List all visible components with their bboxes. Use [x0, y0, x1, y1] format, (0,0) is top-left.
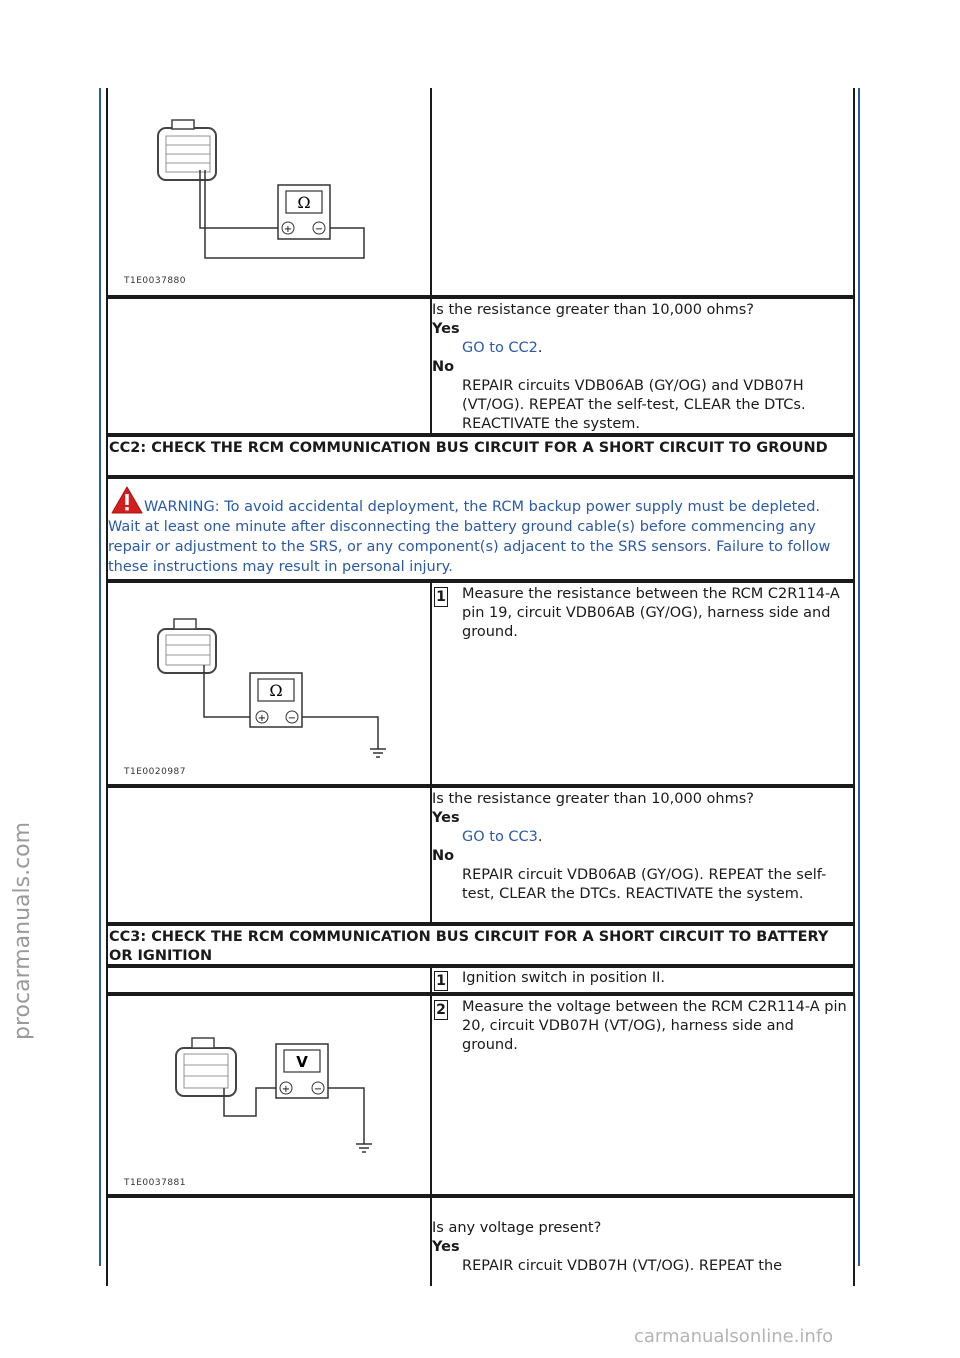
cc3-step-1-text: Ignition switch in position II.	[462, 970, 666, 986]
cc3-heading-row	[106, 924, 855, 966]
cc3-step-2-text: Measure the voltage between the RCM C2R114-A pin 20, circuit VDB07H (VT/OG), harness side and ground.	[462, 999, 847, 1053]
svg-text:−: −	[313, 1084, 323, 1095]
q1-yes-label: Yes	[432, 321, 460, 337]
question-blank-cell-2	[108, 788, 432, 922]
warning-icon	[110, 485, 144, 515]
go-to-cc3-link[interactable]: GO to CC3	[462, 829, 538, 845]
cc3-step-2-cell	[432, 996, 853, 1194]
cc2-step-row	[106, 581, 855, 786]
ohmmeter-ground-diagram	[108, 583, 428, 784]
cc3-figure-caption: T1E0037881	[124, 1178, 186, 1188]
meter-symbol-2: Ω	[269, 681, 283, 700]
bottom-watermark: carmanualsonline.info	[634, 1326, 834, 1347]
q3-yes-label: Yes	[432, 1239, 460, 1255]
side-watermark: procarmanuals.com	[10, 821, 35, 1040]
meter-symbol-1: Ω	[297, 193, 311, 212]
cc2-warning-text: WARNING: To avoid accidental deployment, the RCM backup power supply must be depleted. Wait at least one minute after disconnecting the battery ground cable(s) before commencing any repair or adjustment to the SRS, or any component(s) adjacent to the SRS sensors. Failure to follow these instructions may result in personal injury.	[108, 499, 831, 575]
figure-row-1	[106, 88, 855, 297]
question-blank-cell-3	[108, 1198, 432, 1286]
cc3-step-2	[432, 998, 853, 1055]
svg-text:+: +	[281, 1084, 291, 1095]
q2-yes-label: Yes	[432, 810, 460, 826]
cc3-step-1-row	[106, 966, 855, 994]
cc2-step-1-number: 1	[434, 587, 448, 607]
question-row-3	[106, 1196, 855, 1286]
question-cell-2	[432, 788, 853, 922]
cc3-figure-cell	[108, 996, 432, 1194]
svg-text:+: +	[257, 713, 267, 724]
q2-yes-answer	[432, 828, 853, 847]
q2-no-text: REPAIR circuit VDB06AB (GY/OG). REPEAT the self-test, CLEAR the DTCs. REACTIVATE the system.	[462, 867, 827, 902]
q2-no-label: No	[432, 848, 455, 864]
go-to-cc2-link[interactable]: GO to CC2	[462, 340, 538, 356]
svg-text:−: −	[314, 224, 324, 235]
cc2-warning-row	[106, 477, 855, 581]
right-border-line	[858, 88, 860, 1266]
cc2-title: CC2: CHECK THE RCM COMMUNICATION BUS CIRCUIT FOR A SHORT CIRCUIT TO GROUND	[109, 440, 828, 456]
left-border-line	[99, 88, 101, 1266]
svg-text:+: +	[283, 224, 293, 235]
cc2-figure-caption: T1E0020987	[124, 767, 186, 777]
q3-yes-text: REPAIR circuit VDB07H (VT/OG). REPEAT the	[462, 1258, 783, 1274]
cc2-heading-row	[106, 435, 855, 477]
svg-text:−: −	[287, 713, 297, 724]
figure-cell-1	[108, 88, 432, 295]
q2-yes-suffix: .	[537, 829, 543, 845]
meter-symbol-3: V	[296, 1053, 308, 1071]
cc3-step-2-row	[106, 994, 855, 1196]
question-blank-cell-1	[108, 299, 432, 433]
ohmmeter-diagram-1	[108, 88, 428, 295]
cc3-title: CC3: CHECK THE RCM COMMUNICATION BUS CIRCUIT FOR A SHORT CIRCUIT TO BATTERY OR IGNITION	[109, 929, 829, 964]
cc2-step-1-text: Measure the resistance between the RCM C2R114-A pin 19, circuit VDB06AB (GY/OG), harness side and ground.	[462, 586, 840, 640]
figure-caption-1: T1E0037880	[124, 276, 186, 286]
q1-no-text: REPAIR circuits VDB06AB (GY/OG) and VDB07H (VT/OG). REPEAT the self-test, CLEAR the DTCs. REACTIVATE the system.	[462, 378, 806, 432]
question-1-text: Is the resistance greater than 10,000 ohms?	[432, 302, 754, 318]
cc3-step-2-number: 2	[434, 1000, 448, 1020]
cc2-step-cell	[432, 583, 853, 784]
q1-yes-suffix: .	[537, 340, 543, 356]
procedure-table	[106, 88, 855, 1286]
cc2-step-1	[432, 585, 853, 642]
q1-no-label: No	[432, 359, 455, 375]
cc3-step-1-blank-cell	[108, 968, 432, 992]
q1-yes-answer	[432, 339, 853, 358]
figure-text-cell-1	[432, 88, 853, 295]
question-cell-3	[432, 1198, 853, 1286]
cc3-step-1-cell	[432, 968, 853, 992]
cc3-step-1-number: 1	[434, 971, 448, 991]
question-row-2	[106, 786, 855, 924]
voltmeter-ground-diagram	[108, 996, 428, 1194]
cc3-step-1	[432, 969, 853, 988]
question-row-1	[106, 297, 855, 435]
question-2-text: Is the resistance greater than 10,000 ohms?	[432, 791, 754, 807]
question-cell-1	[432, 299, 853, 433]
cc2-figure-cell	[108, 583, 432, 784]
question-3-text: Is any voltage present?	[432, 1220, 602, 1236]
